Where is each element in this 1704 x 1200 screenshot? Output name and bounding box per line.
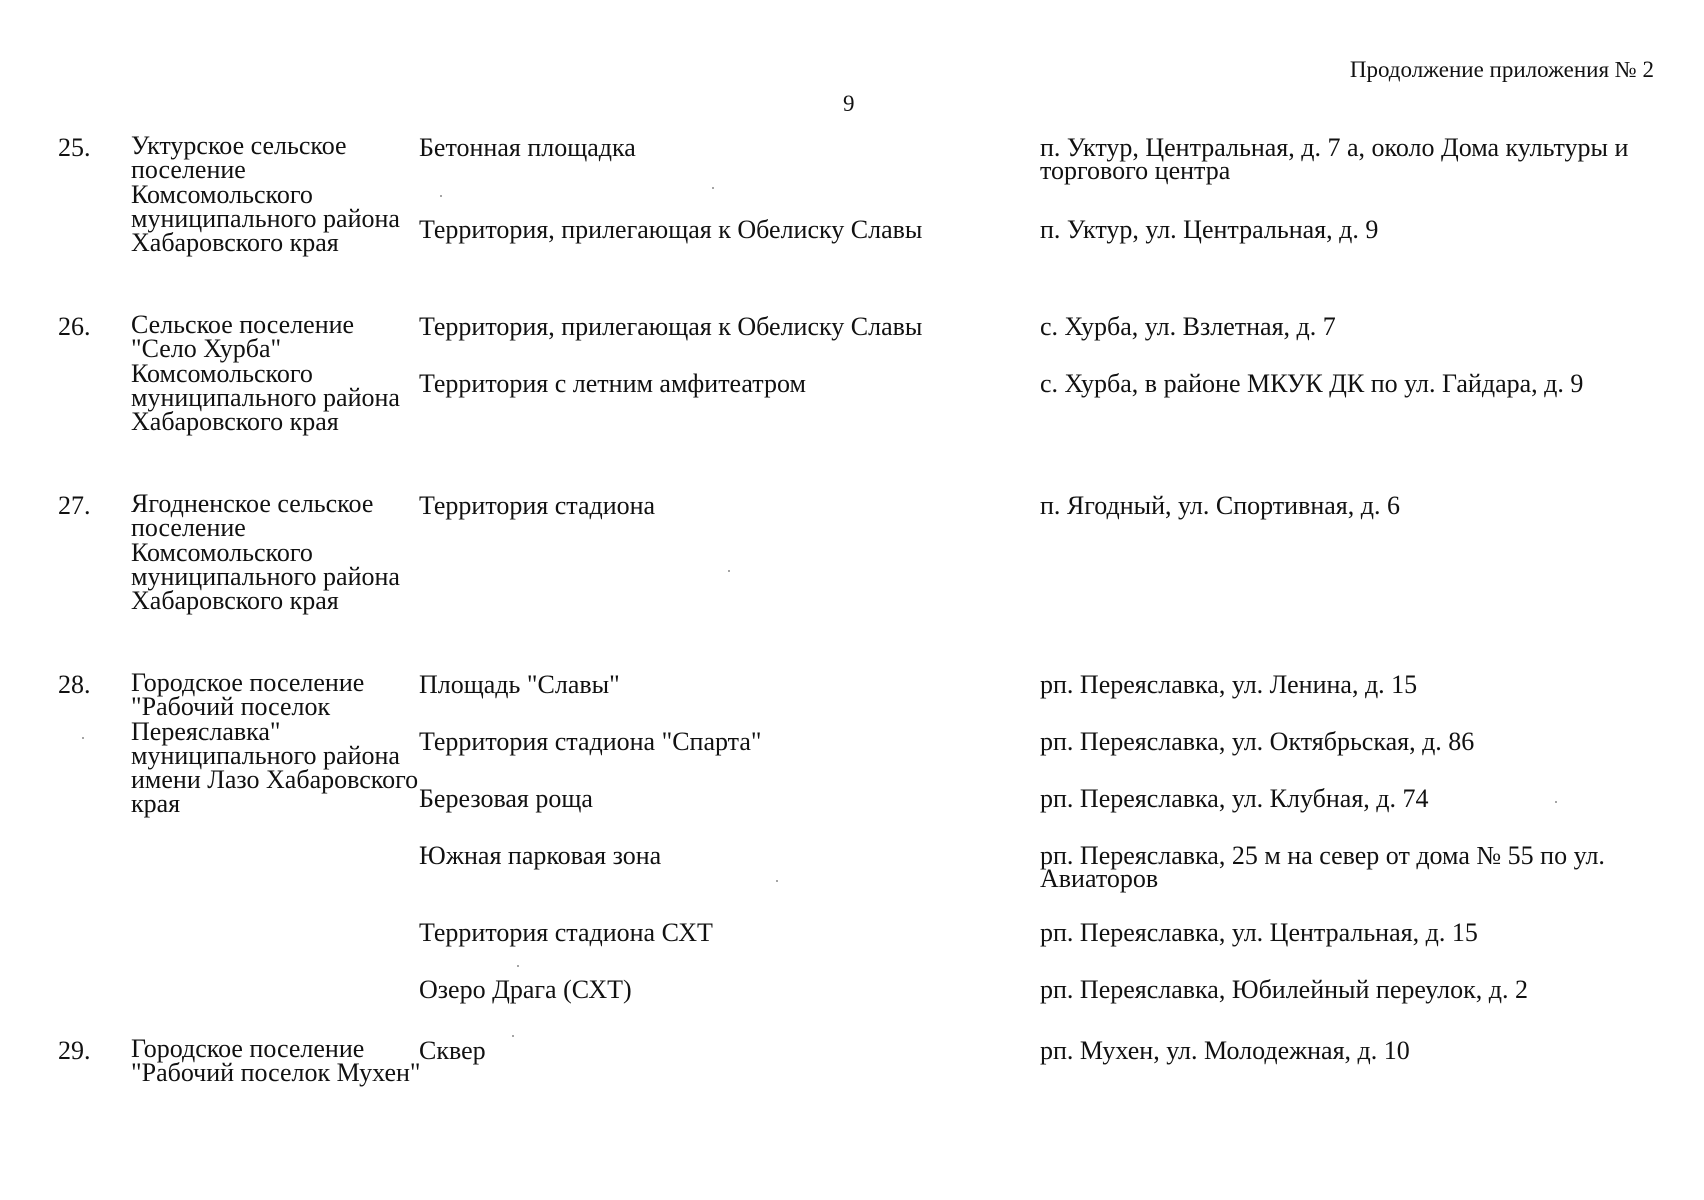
site-list (0, 1034, 1704, 1094)
site-row (0, 919, 1704, 976)
municipality-name: Уктурское сельское поселение Комсомольского муниципального района Хабаровского края (131, 131, 400, 258)
site-name: Сквер (419, 1036, 486, 1065)
municipality-name: Городское поселение "Рабочий поселок Мухен" (131, 1034, 421, 1088)
municipality-name: Ягодненское сельское поселение Комсомольского муниципального района Хабаровского края (131, 489, 400, 616)
scan-speck (776, 880, 778, 882)
scan-speck (440, 195, 442, 197)
scan-speck (712, 187, 714, 189)
site-address: п. Уктур, ул. Центральная, д. 9 (1040, 215, 1379, 244)
scan-speck (82, 737, 84, 739)
site-row (0, 728, 1704, 785)
municipality-name: Городское поселение "Рабочий поселок Переяславка" муниципального района имени Лазо Хабаровского края (131, 668, 419, 819)
entry-number: 25. (58, 133, 91, 162)
site-row (0, 785, 1704, 842)
site-address: рп. Переяславка, ул. Октябрьская, д. 86 (1040, 727, 1475, 756)
scan-speck (1555, 801, 1557, 803)
page-header: Продолжение приложения № 2 (1349, 57, 1654, 82)
scan-speck (512, 1035, 514, 1037)
site-address: п. Уктур, Центральная, д. 7 а, около Дома культуры и торгового центра (1040, 133, 1629, 185)
site-address: рп. Переяславка, Юбилейный переулок, д. 2 (1040, 975, 1528, 1004)
site-name: Березовая роща (419, 784, 593, 813)
site-name: Южная парковая зона (419, 841, 662, 870)
site-row (0, 492, 1704, 549)
site-row (0, 370, 1704, 427)
site-name: Территория стадиона "Спарта" (419, 727, 762, 756)
entry-number: 26. (58, 312, 91, 341)
entry-number: 27. (58, 491, 91, 520)
site-list (0, 492, 1704, 549)
site-row (0, 671, 1704, 728)
site-row (0, 1034, 1704, 1094)
site-row (0, 216, 1704, 273)
municipality-name: Сельское поселение "Село Хурба" Комсомольского муниципального района Хабаровского края (131, 310, 400, 437)
site-row (0, 842, 1704, 919)
site-address: с. Хурба, ул. Взлетная, д. 7 (1040, 312, 1336, 341)
site-address: рп. Переяславка, 25 м на север от дома № 55 по ул. Авиаторов (1040, 841, 1605, 893)
scan-speck (517, 965, 519, 967)
scan-speck (728, 570, 730, 572)
site-name: Территория стадиона СХТ (419, 918, 713, 947)
site-address: п. Ягодный, ул. Спортивная, д. 6 (1040, 491, 1400, 520)
site-name: Территория, прилегающая к Обелиску Славы (419, 312, 923, 341)
site-address: с. Хурба, в районе МКУК ДК по ул. Гайдара, д. 9 (1040, 369, 1584, 398)
site-row (0, 976, 1704, 1033)
site-list (0, 668, 1704, 1033)
page-number: 9 (843, 91, 855, 116)
site-address: рп. Мухен, ул. Молодежная, д. 10 (1040, 1036, 1410, 1065)
entry-number: 29. (58, 1036, 91, 1065)
site-name: Территория, прилегающая к Обелиску Славы (419, 215, 923, 244)
site-address: рп. Переяславка, ул. Центральная, д. 15 (1040, 918, 1478, 947)
site-name: Озеро Драга (СХТ) (419, 975, 632, 1004)
site-list (0, 313, 1704, 427)
site-list (0, 131, 1704, 273)
entry-number: 28. (58, 670, 91, 699)
site-row (0, 134, 1704, 216)
site-name: Территория стадиона (419, 491, 656, 520)
site-name: Бетонная площадка (419, 133, 636, 162)
site-address: рп. Переяславка, ул. Клубная, д. 74 (1040, 784, 1429, 813)
site-name: Территория с летним амфитеатром (419, 369, 806, 398)
site-row (0, 313, 1704, 370)
site-name: Площадь "Славы" (419, 670, 620, 699)
site-address: рп. Переяславка, ул. Ленина, д. 15 (1040, 670, 1418, 699)
